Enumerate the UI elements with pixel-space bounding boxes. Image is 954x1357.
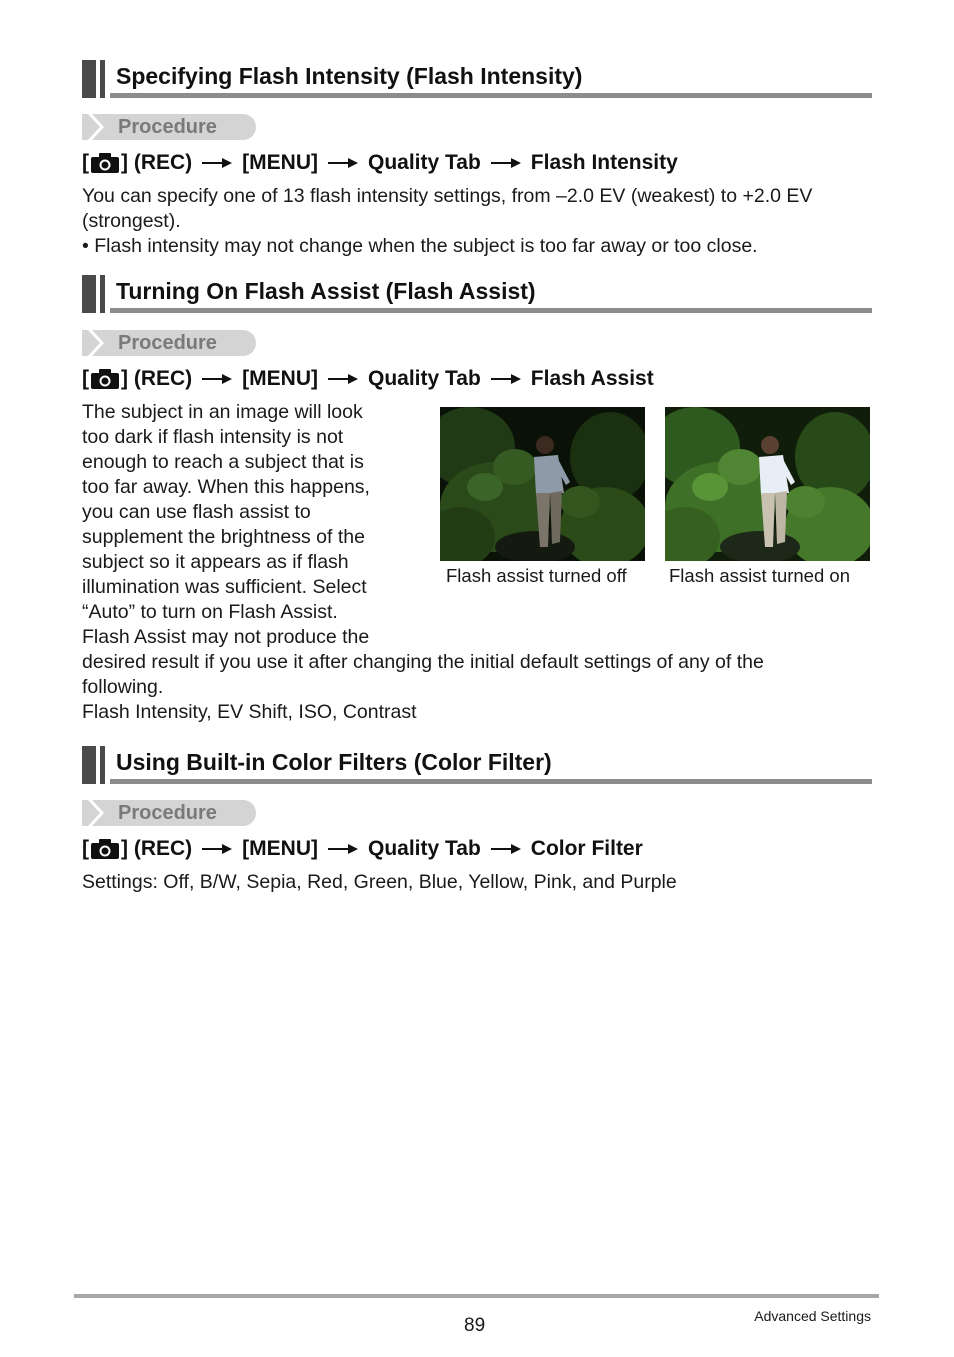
- menu-path: [ ] (REC) [MENU] Quality Tab Color Filter: [82, 837, 643, 860]
- procedure-label: Procedure: [82, 330, 256, 356]
- heading-marker: [82, 746, 96, 784]
- camera-icon: [90, 152, 120, 174]
- arrow-right-icon: [202, 157, 232, 169]
- procedure-chevron-icon: [82, 114, 104, 140]
- color-filter-settings: Settings: Off, B/W, Sepia, Red, Green, Blue, Yellow, Pink, and Purple: [82, 871, 677, 893]
- menu-path: [ ] (REC) [MENU] Quality Tab Flash Intensity: [82, 151, 678, 174]
- procedure-label: Procedure: [82, 800, 256, 826]
- photo-flash-assist-off: [440, 407, 645, 561]
- heading-marker: [82, 275, 96, 313]
- camera-icon: [90, 368, 120, 390]
- arrow-right-icon: [491, 157, 521, 169]
- heading-marker: [100, 60, 105, 98]
- heading-rule: [110, 308, 872, 313]
- procedure-chevron-icon: [82, 800, 104, 826]
- section-title: Specifying Flash Intensity (Flash Intensity): [116, 63, 583, 89]
- arrow-right-icon: [328, 843, 358, 855]
- section-title: Using Built-in Color Filters (Color Filter): [116, 749, 552, 775]
- page-number: 89: [464, 1315, 486, 1336]
- arrow-right-icon: [491, 843, 521, 855]
- arrow-right-icon: [328, 373, 358, 385]
- section-heading-color-filter: [82, 746, 872, 784]
- camera-icon: [90, 838, 120, 860]
- arrow-right-icon: [202, 843, 232, 855]
- section-title: Turning On Flash Assist (Flash Assist): [116, 278, 536, 304]
- photo-flash-assist-on: [665, 407, 870, 561]
- heading-rule: [110, 779, 872, 784]
- section-heading-flash-intensity: [82, 60, 872, 98]
- heading-marker: [100, 275, 105, 313]
- heading-marker: [100, 746, 105, 784]
- menu-path: [ ] (REC) [MENU] Quality Tab Flash Assist: [82, 367, 654, 390]
- arrow-right-icon: [491, 373, 521, 385]
- flash-assist-description: The subject in an image will look too dark if flash intensity is not enough to reach a subject that is too far away. When this happens, you can use flash assist to supplement the brightness of the subject so it appears as if flash illumination was sufficient. Select “Auto” to turn on Flash Assist. Flash Assist may not produce the: [82, 401, 370, 648]
- arrow-right-icon: [328, 157, 358, 169]
- section-heading-flash-assist: [82, 275, 872, 313]
- flash-assist-description-continued: desired result if you use it after changing the initial default settings of any of the following. Flash Intensity, EV Shift, ISO, Contrast: [82, 651, 764, 723]
- heading-marker: [82, 60, 96, 98]
- caption-flash-assist-off: Flash assist turned off: [446, 565, 627, 586]
- bullet-note: • Flash intensity may not change when the subject is too far away or too close.: [82, 235, 758, 257]
- footer-section-label: Advanced Settings: [754, 1308, 871, 1324]
- caption-flash-assist-on: Flash assist turned on: [669, 565, 850, 586]
- footer-rule: [74, 1294, 879, 1298]
- flash-intensity-description: You can specify one of 13 flash intensity settings, from –2.0 EV (weakest) to +2.0 EV (strongest). • Flash intensity may not change when the subject is too far away or too close.: [82, 184, 882, 259]
- procedure-label: Procedure: [82, 114, 256, 140]
- arrow-right-icon: [202, 373, 232, 385]
- heading-rule: [110, 93, 872, 98]
- procedure-chevron-icon: [82, 330, 104, 356]
